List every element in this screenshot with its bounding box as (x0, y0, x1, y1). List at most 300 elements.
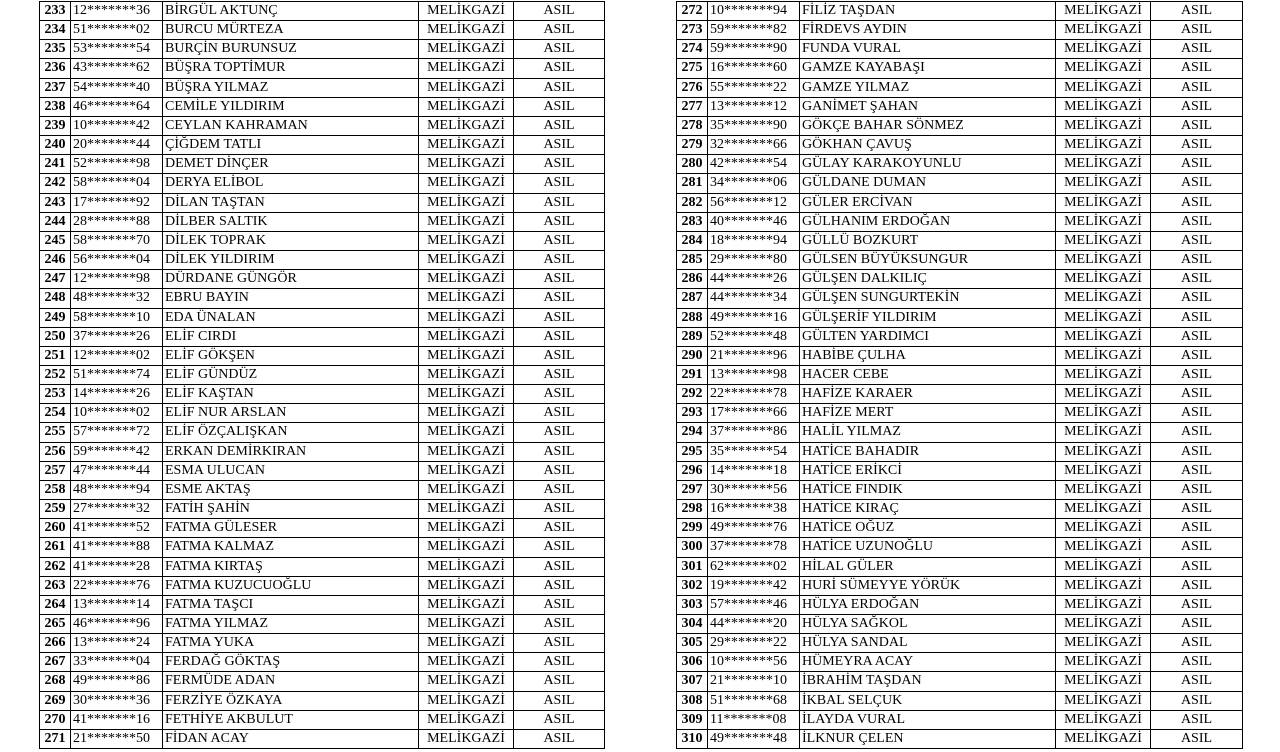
status-cell: ASIL (1151, 519, 1243, 538)
full-name-cell: BURCU MÜRTEZA (163, 21, 419, 40)
district-cell: MELİKGAZİ (419, 672, 514, 691)
district-cell: MELİKGAZİ (419, 576, 514, 595)
table-row (40, 404, 605, 423)
row-number-cell: 266 (40, 634, 71, 653)
full-name-cell: BÜŞRA YILMAZ (163, 78, 419, 97)
row-number-cell: 255 (40, 423, 71, 442)
district-cell: MELİKGAZİ (1056, 615, 1151, 634)
district-cell: MELİKGAZİ (1056, 557, 1151, 576)
row-number-cell: 291 (677, 365, 708, 384)
status-cell: ASIL (514, 480, 605, 499)
masked-id-cell: 41*******28 (71, 557, 163, 576)
table-row (40, 442, 605, 461)
district-cell: MELİKGAZİ (1056, 729, 1151, 748)
status-cell: ASIL (514, 557, 605, 576)
full-name-cell: ELİF GÖKŞEN (163, 346, 419, 365)
masked-id-cell: 22*******76 (71, 576, 163, 595)
district-cell: MELİKGAZİ (1056, 155, 1151, 174)
full-name-cell: CEYLAN KAHRAMAN (163, 116, 419, 135)
masked-id-cell: 59*******42 (71, 442, 163, 461)
status-cell: ASIL (514, 615, 605, 634)
table-row (40, 691, 605, 710)
masked-id-cell: 44*******20 (708, 615, 800, 634)
masked-id-cell: 28*******88 (71, 212, 163, 231)
row-number-cell: 309 (677, 710, 708, 729)
full-name-cell: HURİ SÜMEYYE YÖRÜK (800, 576, 1056, 595)
table-row (677, 538, 1243, 557)
full-name-cell: ELİF ÖZÇALIŞKAN (163, 423, 419, 442)
full-name-cell: İLKNUR ÇELEN (800, 729, 1056, 748)
row-number-cell: 273 (677, 21, 708, 40)
status-cell: ASIL (514, 231, 605, 250)
row-number-cell: 267 (40, 653, 71, 672)
full-name-cell: GÜLDANE DUMAN (800, 174, 1056, 193)
table-row (40, 423, 605, 442)
status-cell: ASIL (1151, 251, 1243, 270)
table-row (40, 2, 605, 21)
row-number-cell: 303 (677, 595, 708, 614)
masked-id-cell: 57*******72 (71, 423, 163, 442)
status-cell: ASIL (1151, 97, 1243, 116)
status-cell: ASIL (514, 710, 605, 729)
full-name-cell: ELİF CIRDI (163, 327, 419, 346)
table-row (40, 78, 605, 97)
district-cell: MELİKGAZİ (419, 97, 514, 116)
status-cell: ASIL (514, 136, 605, 155)
row-number-cell: 243 (40, 193, 71, 212)
row-number-cell: 237 (40, 78, 71, 97)
status-cell: ASIL (1151, 385, 1243, 404)
status-cell: ASIL (514, 365, 605, 384)
masked-id-cell: 35*******90 (708, 116, 800, 135)
table-row (677, 40, 1243, 59)
district-cell: MELİKGAZİ (1056, 576, 1151, 595)
masked-id-cell: 52*******98 (71, 155, 163, 174)
status-cell: ASIL (1151, 174, 1243, 193)
district-cell: MELİKGAZİ (1056, 346, 1151, 365)
status-cell: ASIL (514, 40, 605, 59)
table-row (40, 136, 605, 155)
masked-id-cell: 51*******02 (71, 21, 163, 40)
full-name-cell: DÜRDANE GÜNGÖR (163, 270, 419, 289)
status-cell: ASIL (514, 2, 605, 21)
table-row (677, 270, 1243, 289)
status-cell: ASIL (1151, 615, 1243, 634)
district-cell: MELİKGAZİ (1056, 327, 1151, 346)
row-number-cell: 297 (677, 480, 708, 499)
district-cell: MELİKGAZİ (419, 557, 514, 576)
roster-table-right (676, 1, 1243, 749)
masked-id-cell: 29*******22 (708, 634, 800, 653)
masked-id-cell: 49*******86 (71, 672, 163, 691)
row-number-cell: 300 (677, 538, 708, 557)
district-cell: MELİKGAZİ (419, 480, 514, 499)
row-number-cell: 274 (677, 40, 708, 59)
district-cell: MELİKGAZİ (419, 346, 514, 365)
full-name-cell: FİRDEVS AYDIN (800, 21, 1056, 40)
masked-id-cell: 62*******02 (708, 557, 800, 576)
status-cell: ASIL (514, 289, 605, 308)
status-cell: ASIL (514, 21, 605, 40)
row-number-cell: 240 (40, 136, 71, 155)
district-cell: MELİKGAZİ (419, 174, 514, 193)
row-number-cell: 252 (40, 365, 71, 384)
row-number-cell: 280 (677, 155, 708, 174)
district-cell: MELİKGAZİ (1056, 174, 1151, 193)
district-cell: MELİKGAZİ (419, 116, 514, 135)
table-row (677, 155, 1243, 174)
table-row (677, 59, 1243, 78)
row-number-cell: 301 (677, 557, 708, 576)
district-cell: MELİKGAZİ (419, 365, 514, 384)
status-cell: ASIL (1151, 308, 1243, 327)
full-name-cell: FATMA YUKA (163, 634, 419, 653)
district-cell: MELİKGAZİ (419, 40, 514, 59)
district-cell: MELİKGAZİ (1056, 423, 1151, 442)
status-cell: ASIL (1151, 155, 1243, 174)
status-cell: ASIL (514, 672, 605, 691)
table-row (40, 519, 605, 538)
full-name-cell: FATİH ŞAHİN (163, 500, 419, 519)
masked-id-cell: 56*******12 (708, 193, 800, 212)
table-row (677, 97, 1243, 116)
full-name-cell: GÖKÇE BAHAR SÖNMEZ (800, 116, 1056, 135)
row-number-cell: 244 (40, 212, 71, 231)
table-row (677, 174, 1243, 193)
masked-id-cell: 16*******38 (708, 500, 800, 519)
full-name-cell: BÜŞRA TOPTİMUR (163, 59, 419, 78)
row-number-cell: 283 (677, 212, 708, 231)
district-cell: MELİKGAZİ (1056, 653, 1151, 672)
status-cell: ASIL (514, 78, 605, 97)
row-number-cell: 257 (40, 461, 71, 480)
masked-id-cell: 11*******08 (708, 710, 800, 729)
masked-id-cell: 34*******06 (708, 174, 800, 193)
masked-id-cell: 42*******54 (708, 155, 800, 174)
status-cell: ASIL (514, 653, 605, 672)
full-name-cell: GÜLSEN BÜYÜKSUNGUR (800, 251, 1056, 270)
table-row (677, 480, 1243, 499)
full-name-cell: FERDAĞ GÖKTAŞ (163, 653, 419, 672)
table-row (40, 270, 605, 289)
row-number-cell: 299 (677, 519, 708, 538)
full-name-cell: HÜLYA ERDOĞAN (800, 595, 1056, 614)
row-number-cell: 307 (677, 672, 708, 691)
district-cell: MELİKGAZİ (1056, 308, 1151, 327)
masked-id-cell: 20*******44 (71, 136, 163, 155)
status-cell: ASIL (1151, 461, 1243, 480)
full-name-cell: FERMÜDE ADAN (163, 672, 419, 691)
row-number-cell: 251 (40, 346, 71, 365)
row-number-cell: 294 (677, 423, 708, 442)
full-name-cell: İBRAHİM TAŞDAN (800, 672, 1056, 691)
district-cell: MELİKGAZİ (1056, 193, 1151, 212)
table-row (40, 634, 605, 653)
full-name-cell: HATİCE UZUNOĞLU (800, 538, 1056, 557)
masked-id-cell: 49*******76 (708, 519, 800, 538)
row-number-cell: 281 (677, 174, 708, 193)
full-name-cell: GAMZE YILMAZ (800, 78, 1056, 97)
status-cell: ASIL (514, 193, 605, 212)
table-row (677, 672, 1243, 691)
table-row (40, 116, 605, 135)
table-row (677, 21, 1243, 40)
table-row (40, 500, 605, 519)
district-cell: MELİKGAZİ (1056, 251, 1151, 270)
masked-id-cell: 32*******66 (708, 136, 800, 155)
table-row (677, 634, 1243, 653)
row-number-cell: 248 (40, 289, 71, 308)
table-row (40, 308, 605, 327)
full-name-cell: EBRU BAYIN (163, 289, 419, 308)
table-row (40, 231, 605, 250)
status-cell: ASIL (1151, 480, 1243, 499)
full-name-cell: DİLEK YILDIRIM (163, 251, 419, 270)
full-name-cell: FİLİZ TAŞDAN (800, 2, 1056, 21)
table-row (677, 595, 1243, 614)
masked-id-cell: 30*******56 (708, 480, 800, 499)
district-cell: MELİKGAZİ (419, 691, 514, 710)
full-name-cell: CEMİLE YILDIRIM (163, 97, 419, 116)
masked-id-cell: 13*******14 (71, 595, 163, 614)
status-cell: ASIL (1151, 595, 1243, 614)
full-name-cell: HAFİZE MERT (800, 404, 1056, 423)
full-name-cell: HÜLYA SAĞKOL (800, 615, 1056, 634)
masked-id-cell: 33*******04 (71, 653, 163, 672)
masked-id-cell: 35*******54 (708, 442, 800, 461)
table-row (677, 212, 1243, 231)
full-name-cell: FATMA TAŞCI (163, 595, 419, 614)
row-number-cell: 250 (40, 327, 71, 346)
table-row (677, 500, 1243, 519)
table-row (677, 653, 1243, 672)
masked-id-cell: 17*******92 (71, 193, 163, 212)
status-cell: ASIL (1151, 116, 1243, 135)
table-row (40, 729, 605, 748)
masked-id-cell: 12*******02 (71, 346, 163, 365)
row-number-cell: 271 (40, 729, 71, 748)
masked-id-cell: 59*******82 (708, 21, 800, 40)
status-cell: ASIL (514, 346, 605, 365)
district-cell: MELİKGAZİ (1056, 480, 1151, 499)
masked-id-cell: 37*******86 (708, 423, 800, 442)
district-cell: MELİKGAZİ (419, 308, 514, 327)
table-row (677, 136, 1243, 155)
district-cell: MELİKGAZİ (419, 193, 514, 212)
district-cell: MELİKGAZİ (419, 21, 514, 40)
table-row (677, 78, 1243, 97)
full-name-cell: İLAYDA VURAL (800, 710, 1056, 729)
district-cell: MELİKGAZİ (419, 212, 514, 231)
status-cell: ASIL (514, 251, 605, 270)
status-cell: ASIL (1151, 231, 1243, 250)
table-row (40, 251, 605, 270)
full-name-cell: GÖKHAN ÇAVUŞ (800, 136, 1056, 155)
status-cell: ASIL (1151, 21, 1243, 40)
table-row (677, 729, 1243, 748)
status-cell: ASIL (514, 59, 605, 78)
masked-id-cell: 51*******74 (71, 365, 163, 384)
row-number-cell: 284 (677, 231, 708, 250)
masked-id-cell: 14*******26 (71, 385, 163, 404)
district-cell: MELİKGAZİ (1056, 538, 1151, 557)
row-number-cell: 287 (677, 289, 708, 308)
masked-id-cell: 37*******26 (71, 327, 163, 346)
district-cell: MELİKGAZİ (1056, 212, 1151, 231)
full-name-cell: FETHİYE AKBULUT (163, 710, 419, 729)
district-cell: MELİKGAZİ (419, 404, 514, 423)
table-row (677, 2, 1243, 21)
row-number-cell: 249 (40, 308, 71, 327)
district-cell: MELİKGAZİ (1056, 40, 1151, 59)
status-cell: ASIL (514, 500, 605, 519)
table-row (40, 97, 605, 116)
table-row (677, 691, 1243, 710)
table-row (40, 595, 605, 614)
row-number-cell: 260 (40, 519, 71, 538)
district-cell: MELİKGAZİ (1056, 59, 1151, 78)
masked-id-cell: 41*******16 (71, 710, 163, 729)
row-number-cell: 278 (677, 116, 708, 135)
status-cell: ASIL (1151, 212, 1243, 231)
row-number-cell: 276 (677, 78, 708, 97)
full-name-cell: DERYA ELİBOL (163, 174, 419, 193)
status-cell: ASIL (514, 174, 605, 193)
full-name-cell: GÜLTEN YARDIMCI (800, 327, 1056, 346)
district-cell: MELİKGAZİ (419, 385, 514, 404)
status-cell: ASIL (1151, 423, 1243, 442)
status-cell: ASIL (514, 576, 605, 595)
masked-id-cell: 48*******32 (71, 289, 163, 308)
table-row (677, 385, 1243, 404)
full-name-cell: HİLAL GÜLER (800, 557, 1056, 576)
row-number-cell: 239 (40, 116, 71, 135)
status-cell: ASIL (1151, 404, 1243, 423)
row-number-cell: 236 (40, 59, 71, 78)
masked-id-cell: 29*******80 (708, 251, 800, 270)
district-cell: MELİKGAZİ (1056, 672, 1151, 691)
masked-id-cell: 56*******04 (71, 251, 163, 270)
status-cell: ASIL (1151, 672, 1243, 691)
status-cell: ASIL (514, 461, 605, 480)
district-cell: MELİKGAZİ (1056, 116, 1151, 135)
district-cell: MELİKGAZİ (1056, 270, 1151, 289)
table-row (40, 365, 605, 384)
row-number-cell: 253 (40, 385, 71, 404)
district-cell: MELİKGAZİ (1056, 595, 1151, 614)
status-cell: ASIL (514, 308, 605, 327)
masked-id-cell: 21*******96 (708, 346, 800, 365)
row-number-cell: 268 (40, 672, 71, 691)
full-name-cell: DEMET DİNÇER (163, 155, 419, 174)
table-row (677, 346, 1243, 365)
row-number-cell: 292 (677, 385, 708, 404)
row-number-cell: 259 (40, 500, 71, 519)
table-row (677, 365, 1243, 384)
full-name-cell: HAFİZE KARAER (800, 385, 1056, 404)
table-row (677, 615, 1243, 634)
table-row (40, 461, 605, 480)
district-cell: MELİKGAZİ (419, 59, 514, 78)
district-cell: MELİKGAZİ (419, 653, 514, 672)
masked-id-cell: 48*******94 (71, 480, 163, 499)
status-cell: ASIL (1151, 557, 1243, 576)
roster-body-right (677, 2, 1243, 749)
row-number-cell: 238 (40, 97, 71, 116)
district-cell: MELİKGAZİ (1056, 710, 1151, 729)
status-cell: ASIL (1151, 78, 1243, 97)
full-name-cell: HATİCE FINDIK (800, 480, 1056, 499)
district-cell: MELİKGAZİ (419, 155, 514, 174)
table-row (40, 576, 605, 595)
status-cell: ASIL (514, 538, 605, 557)
full-name-cell: HATİCE BAHADIR (800, 442, 1056, 461)
masked-id-cell: 18*******94 (708, 231, 800, 250)
roster-table-left (39, 1, 605, 749)
status-cell: ASIL (1151, 634, 1243, 653)
row-number-cell: 286 (677, 270, 708, 289)
status-cell: ASIL (1151, 136, 1243, 155)
masked-id-cell: 47*******44 (71, 461, 163, 480)
status-cell: ASIL (514, 404, 605, 423)
full-name-cell: FATMA KALMAZ (163, 538, 419, 557)
full-name-cell: ESME AKTAŞ (163, 480, 419, 499)
table-row (677, 327, 1243, 346)
full-name-cell: ELİF GÜNDÜZ (163, 365, 419, 384)
status-cell: ASIL (514, 691, 605, 710)
row-number-cell: 256 (40, 442, 71, 461)
row-number-cell: 272 (677, 2, 708, 21)
table-row (677, 519, 1243, 538)
row-number-cell: 306 (677, 653, 708, 672)
status-cell: ASIL (514, 729, 605, 748)
status-cell: ASIL (1151, 193, 1243, 212)
row-number-cell: 269 (40, 691, 71, 710)
district-cell: MELİKGAZİ (419, 251, 514, 270)
table-row (40, 21, 605, 40)
table-row (40, 193, 605, 212)
row-number-cell: 270 (40, 710, 71, 729)
status-cell: ASIL (1151, 270, 1243, 289)
masked-id-cell: 13*******98 (708, 365, 800, 384)
masked-id-cell: 10*******56 (708, 653, 800, 672)
table-row (677, 308, 1243, 327)
full-name-cell: FATMA YILMAZ (163, 615, 419, 634)
row-number-cell: 293 (677, 404, 708, 423)
status-cell: ASIL (1151, 442, 1243, 461)
status-cell: ASIL (1151, 365, 1243, 384)
status-cell: ASIL (514, 442, 605, 461)
masked-id-cell: 49*******48 (708, 729, 800, 748)
masked-id-cell: 37*******78 (708, 538, 800, 557)
full-name-cell: HATİCE OĞUZ (800, 519, 1056, 538)
row-number-cell: 298 (677, 500, 708, 519)
row-number-cell: 304 (677, 615, 708, 634)
row-number-cell: 288 (677, 308, 708, 327)
masked-id-cell: 19*******42 (708, 576, 800, 595)
district-cell: MELİKGAZİ (1056, 21, 1151, 40)
masked-id-cell: 44*******34 (708, 289, 800, 308)
row-number-cell: 247 (40, 270, 71, 289)
district-cell: MELİKGAZİ (419, 634, 514, 653)
table-row (40, 289, 605, 308)
row-number-cell: 264 (40, 595, 71, 614)
table-row (40, 155, 605, 174)
district-cell: MELİKGAZİ (1056, 442, 1151, 461)
full-name-cell: FATMA GÜLESER (163, 519, 419, 538)
full-name-cell: HACER CEBE (800, 365, 1056, 384)
masked-id-cell: 53*******54 (71, 40, 163, 59)
